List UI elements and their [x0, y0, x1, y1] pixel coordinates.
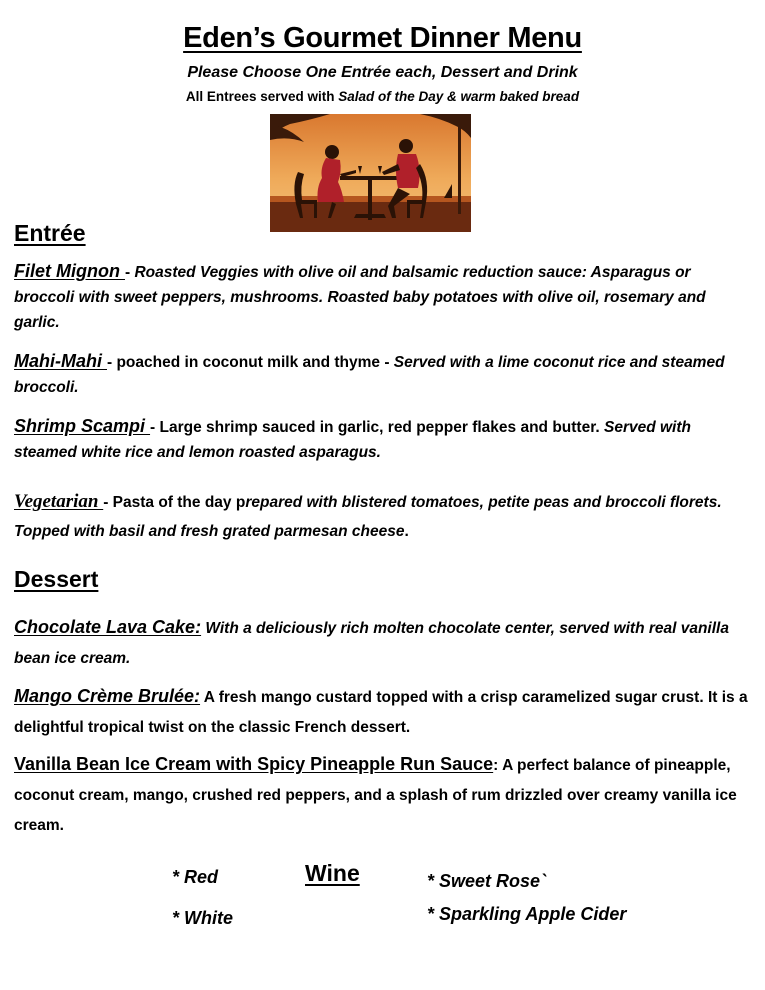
wine-option-white: * White	[172, 908, 233, 928]
wine-heading: Wine	[305, 860, 360, 886]
served-items: Salad of the Day & warm baked bread	[338, 89, 580, 104]
entree-description: Served with a lime coconut rice and steamed broccoli.	[14, 354, 725, 396]
entree-name: Mahi-Mahi	[14, 351, 107, 371]
entree-name: Shrimp Scampi	[14, 416, 151, 436]
entree-description: Served with steamed white rice and lemon roasted asparagus.	[14, 419, 691, 461]
entree-description: repared with blistered tomatoes, petite peas and broccoli florets. Topped with basil and fresh grated parmesan cheese	[14, 494, 722, 540]
entree-description-plain: poached in coconut milk and thyme -	[116, 354, 394, 371]
dessert-description: A fresh mango custard topped with a crisp caramelized sugar crust. It is a delightful tropical twist on the classic French dessert.	[14, 689, 748, 736]
wine-option-red: * Red	[172, 867, 219, 887]
dessert-vanilla-bean-ice-cream	[14, 749, 754, 841]
entree-separator: -	[103, 494, 113, 511]
entree-mahi-mahi	[14, 349, 754, 400]
served-prefix: All Entrees served with	[185, 89, 339, 104]
entree-shrimp-scampi	[14, 414, 754, 465]
dessert-description: With a deliciously rich molten chocolate center, served with real vanilla bean ice cream.	[14, 620, 729, 667]
entree-vegetarian	[14, 487, 754, 546]
wine-option-sparkling-apple-cider: * Sparkling Apple Cider	[427, 904, 627, 924]
romantic-dinner-silhouette-icon	[270, 114, 471, 232]
dessert-name: Mango Crème Brulée:	[14, 686, 201, 706]
dessert-name: Vanilla Bean Ice Cream with Spicy Pineapple Run Sauce	[14, 754, 494, 774]
entree-description-plain: Pasta of the day p	[112, 494, 246, 511]
entree-filet-mignon	[14, 259, 754, 335]
dessert-heading: Dessert	[14, 566, 99, 592]
dessert-name: Chocolate Lava Cake:	[14, 617, 202, 637]
menu-subtitle: Please Choose One Entrée each, Dessert and Drink	[187, 64, 578, 81]
entree-name: Vegetarian	[14, 491, 104, 512]
entree-description-plain: Large shrimp sauced in garlic, red pepper flakes and butter.	[159, 419, 604, 436]
dessert-mango-creme-brulee	[14, 681, 754, 743]
entree-tail: .	[404, 523, 409, 540]
entree-separator: -	[150, 419, 160, 436]
served-with-note	[0, 89, 765, 104]
wine-option-sweet-rose: * Sweet Rose`	[427, 871, 547, 891]
entree-description: Roasted Veggies with olive oil and balsamic reduction sauce: Asparagus or broccoli with sweet peppers, mushrooms. Roasted baby potatoes with olive oil, rosemary and garlic.	[14, 264, 706, 331]
menu-title: Eden’s Gourmet Dinner Menu	[183, 22, 582, 54]
entree-separator: -	[124, 264, 135, 281]
entree-name: Filet Mignon	[14, 261, 125, 281]
entree-separator: -	[107, 354, 117, 371]
entree-heading: Entrée	[14, 220, 86, 246]
dessert-description: : A perfect balance of pineapple, coconut cream, mango, crushed red peppers, and a splash of rum drizzled over creamy vanilla ice cream.	[14, 757, 737, 834]
dessert-chocolate-lava-cake	[14, 612, 754, 674]
